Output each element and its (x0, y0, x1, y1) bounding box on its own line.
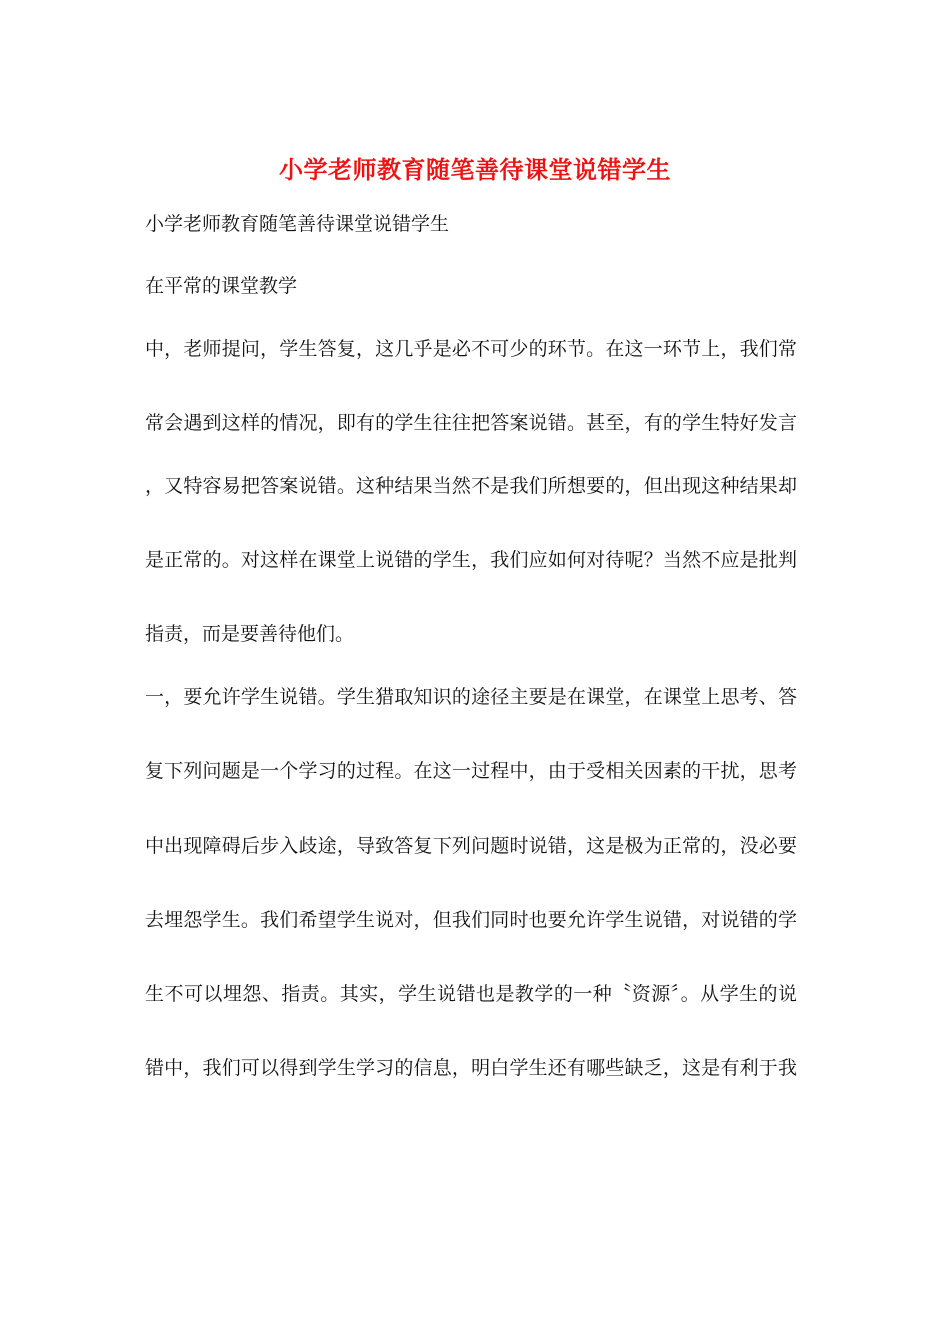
document-title: 小学老师教育随笔善待课堂说错学生 (279, 155, 671, 184)
text-line: 一，要允许学生说错。学生猎取知识的途径主要是在课堂，在课堂上思考、答 (145, 686, 797, 708)
text-line: 去埋怨学生。我们希望学生说对，但我们同时也要允许学生说错，对说错的学 (145, 909, 797, 931)
text-line: 指责，而是要善待他们。 (145, 623, 355, 645)
text-line: 常会遇到这样的情况，即有的学生往往把答案说错。甚至，有的学生特好发言 (145, 412, 797, 434)
text-line: 复下列问题是一个学习的过程。在这一过程中，由于受相关因素的干扰，思考 (145, 760, 797, 782)
text-line: 中出现障碍后步入歧途，导致答复下列问题时说错，这是极为正常的，没必要 (145, 835, 797, 857)
text-line: 生不可以埋怨、指责。其实，学生说错也是教学的一种〝资源〞。从学生的说 (145, 983, 797, 1005)
text-line: 是正常的。对这样在课堂上说错的学生，我们应如何对待呢？当然不应是批判 (145, 549, 797, 571)
text-line: 错中，我们可以得到学生学习的信息，明白学生还有哪些缺乏，这是有利于我 (145, 1057, 797, 1079)
text-line: ，又特容易把答案说错。这种结果当然不是我们所想要的，但出现这种结果却 (145, 475, 797, 497)
text-line: 中，老师提问，学生答复，这几乎是必不可少的环节。在这一环节上，我们常 (145, 338, 797, 360)
text-line-subtitle: 小学老师教育随笔善待课堂说错学生 (145, 213, 450, 235)
text-line-intro: 在平常的课堂教学 (145, 275, 298, 297)
